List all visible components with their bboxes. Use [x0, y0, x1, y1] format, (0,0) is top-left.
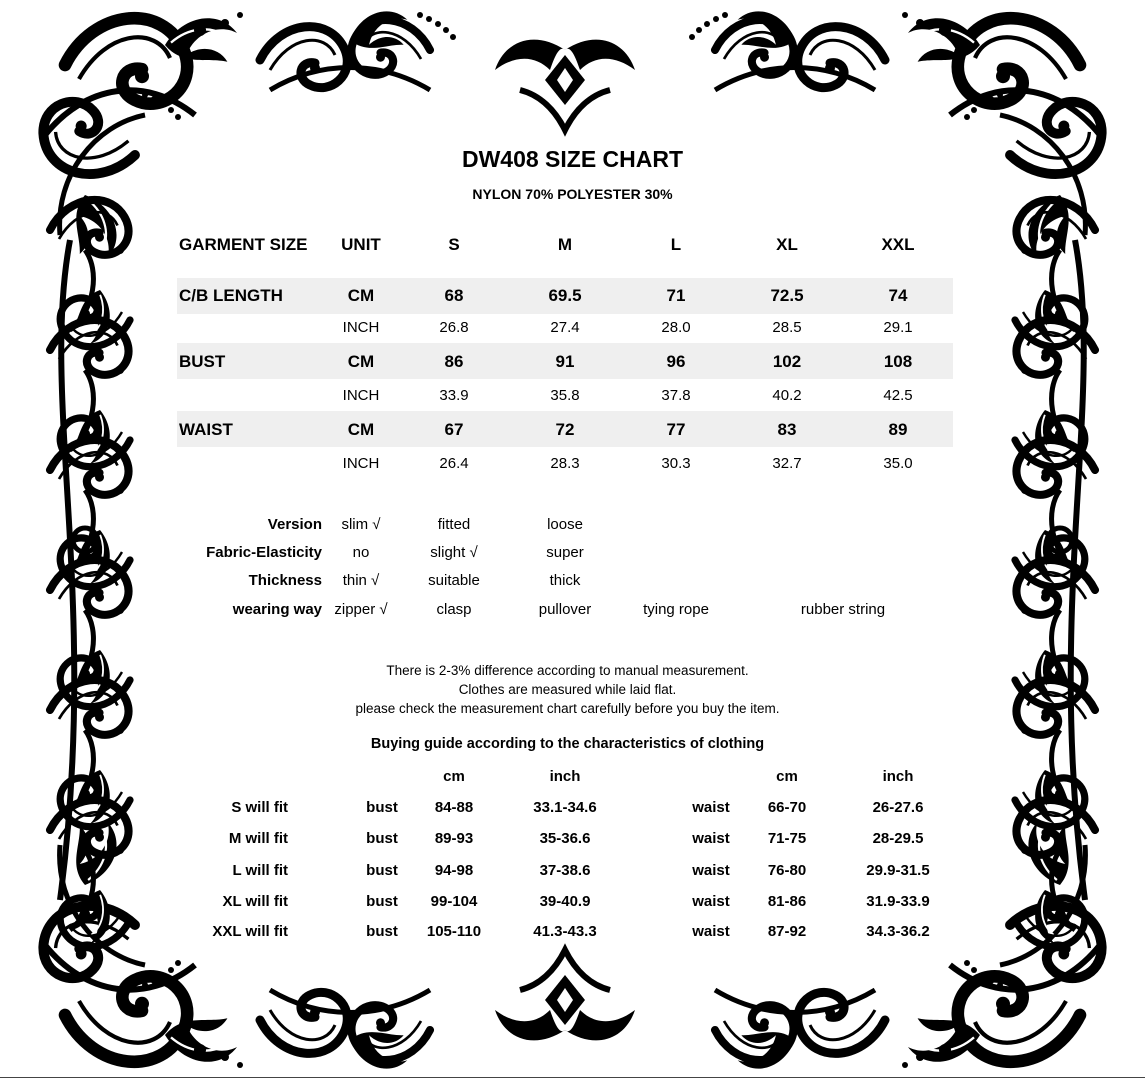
unit-cm: CM	[347, 420, 375, 439]
row-label-bust: BUST	[179, 352, 226, 371]
feature-label-fabric-elasticity: Fabric-Elasticity	[206, 544, 322, 561]
guide-cell: 34.3-36.2	[866, 923, 930, 940]
header-size-l: L	[670, 235, 682, 254]
guide-cell: bust	[366, 830, 398, 847]
header-waist-cm: cm	[776, 768, 798, 785]
feature-option: fitted	[437, 516, 471, 533]
guide-size-label: M will fit	[228, 830, 288, 847]
header-bust-inch: inch	[549, 768, 581, 785]
table-cell: 28.3	[550, 455, 580, 472]
table-cell: 40.2	[772, 387, 802, 404]
feature-option: slim √	[341, 516, 381, 533]
guide-cell: waist	[692, 799, 730, 816]
bottom-divider	[0, 1077, 1145, 1078]
table-cell: 28.0	[661, 319, 691, 336]
feature-option: thin √	[342, 572, 380, 589]
guide-cell: 35-36.6	[539, 830, 591, 847]
buying-guide-title: Buying guide according to the characteristics of clothing	[370, 736, 765, 752]
table-cell: 74	[888, 286, 908, 305]
guide-cell: 84-88	[434, 799, 474, 816]
guide-cell: 76-80	[767, 862, 807, 879]
note-line: There is 2-3% difference according to manual measurement.	[386, 663, 749, 678]
feature-option: loose	[547, 516, 583, 533]
table-cell: 30.3	[661, 455, 691, 472]
feature-option: no	[352, 544, 370, 561]
guide-cell: 99-104	[430, 893, 478, 910]
guide-cell: 81-86	[767, 893, 807, 910]
unit-cm: CM	[347, 352, 375, 371]
table-cell: 71	[666, 286, 686, 305]
guide-size-label: S will fit	[231, 799, 288, 816]
feature-option: clasp	[436, 601, 472, 618]
guide-cell: 89-93	[434, 830, 474, 847]
feature-label-thickness: Thickness	[248, 572, 322, 589]
row-label-cb-length: C/B LENGTH	[179, 286, 283, 305]
guide-cell: 31.9-33.9	[866, 893, 930, 910]
table-cell: 91	[555, 352, 575, 371]
guide-cell: 28-29.5	[872, 830, 924, 847]
row-label-waist: WAIST	[179, 420, 233, 439]
header-unit: UNIT	[341, 235, 381, 254]
table-cell: 32.7	[772, 455, 802, 472]
guide-size-label: XL will fit	[222, 893, 288, 910]
guide-cell: waist	[692, 893, 730, 910]
guide-cell: waist	[692, 923, 730, 940]
header-garment-size: GARMENT SIZE	[179, 235, 308, 254]
table-cell: 33.9	[439, 387, 469, 404]
feature-option: pullover	[538, 601, 592, 618]
table-cell: 26.4	[439, 455, 469, 472]
header-size-s: S	[448, 235, 460, 254]
guide-cell: 33.1-34.6	[533, 799, 597, 816]
guide-size-label: XXL will fit	[212, 923, 288, 940]
guide-cell: 26-27.6	[872, 799, 924, 816]
guide-cell: waist	[692, 862, 730, 879]
guide-cell: 66-70	[767, 799, 807, 816]
table-cell: 42.5	[883, 387, 913, 404]
header-waist-inch: inch	[882, 768, 914, 785]
material-composition: NYLON 70% POLYESTER 30%	[472, 186, 673, 202]
guide-cell: 94-98	[434, 862, 474, 879]
table-cell: 37.8	[661, 387, 691, 404]
unit-inch: INCH	[342, 319, 380, 336]
header-size-m: M	[557, 235, 573, 254]
unit-inch: INCH	[342, 455, 380, 472]
guide-size-label: L will fit	[232, 862, 288, 879]
guide-cell: 71-75	[767, 830, 807, 847]
header-size-xxl: XXL	[881, 235, 915, 254]
guide-cell: bust	[366, 893, 398, 910]
note-line: please check the measurement chart carefully before you buy the item.	[355, 701, 780, 716]
note-line: Clothes are measured while laid flat.	[458, 682, 677, 697]
feature-label-wearing-way: wearing way	[232, 601, 322, 618]
table-cell: 28.5	[772, 319, 802, 336]
table-cell: 89	[888, 420, 908, 439]
guide-cell: bust	[366, 923, 398, 940]
feature-label-version: Version	[267, 516, 322, 533]
feature-option: suitable	[428, 572, 480, 589]
feature-option: rubber string	[800, 601, 886, 618]
table-cell: 96	[666, 352, 686, 371]
table-cell: 86	[444, 352, 464, 371]
guide-cell: 87-92	[767, 923, 807, 940]
feature-option: tying rope	[643, 601, 709, 618]
table-cell: 72	[555, 420, 575, 439]
unit-inch: INCH	[342, 387, 380, 404]
table-cell: 83	[777, 420, 797, 439]
guide-cell: bust	[366, 799, 398, 816]
feature-option: thick	[549, 572, 581, 589]
feature-option: zipper √	[334, 601, 388, 618]
table-cell: 26.8	[439, 319, 469, 336]
guide-cell: bust	[366, 862, 398, 879]
table-cell: 102	[772, 352, 802, 371]
table-cell: 29.1	[883, 319, 913, 336]
table-cell: 77	[666, 420, 686, 439]
table-cell: 68	[444, 286, 464, 305]
header-bust-cm: cm	[443, 768, 465, 785]
table-cell: 67	[444, 420, 464, 439]
guide-cell: waist	[692, 830, 730, 847]
unit-cm: CM	[347, 286, 375, 305]
table-cell: 72.5	[770, 286, 804, 305]
table-cell: 27.4	[550, 319, 580, 336]
table-cell: 108	[883, 352, 913, 371]
guide-cell: 39-40.9	[539, 893, 591, 910]
feature-option: super	[546, 544, 584, 561]
table-cell: 35.8	[550, 387, 580, 404]
guide-cell: 41.3-43.3	[533, 923, 597, 940]
guide-cell: 29.9-31.5	[866, 862, 930, 879]
feature-option: slight √	[430, 544, 478, 561]
table-cell: 35.0	[883, 455, 913, 472]
header-size-xl: XL	[776, 235, 798, 254]
table-cell: 69.5	[548, 286, 582, 305]
guide-cell: 105-110	[426, 923, 482, 940]
chart-title: DW408 SIZE CHART	[461, 146, 684, 172]
guide-cell: 37-38.6	[539, 862, 591, 879]
